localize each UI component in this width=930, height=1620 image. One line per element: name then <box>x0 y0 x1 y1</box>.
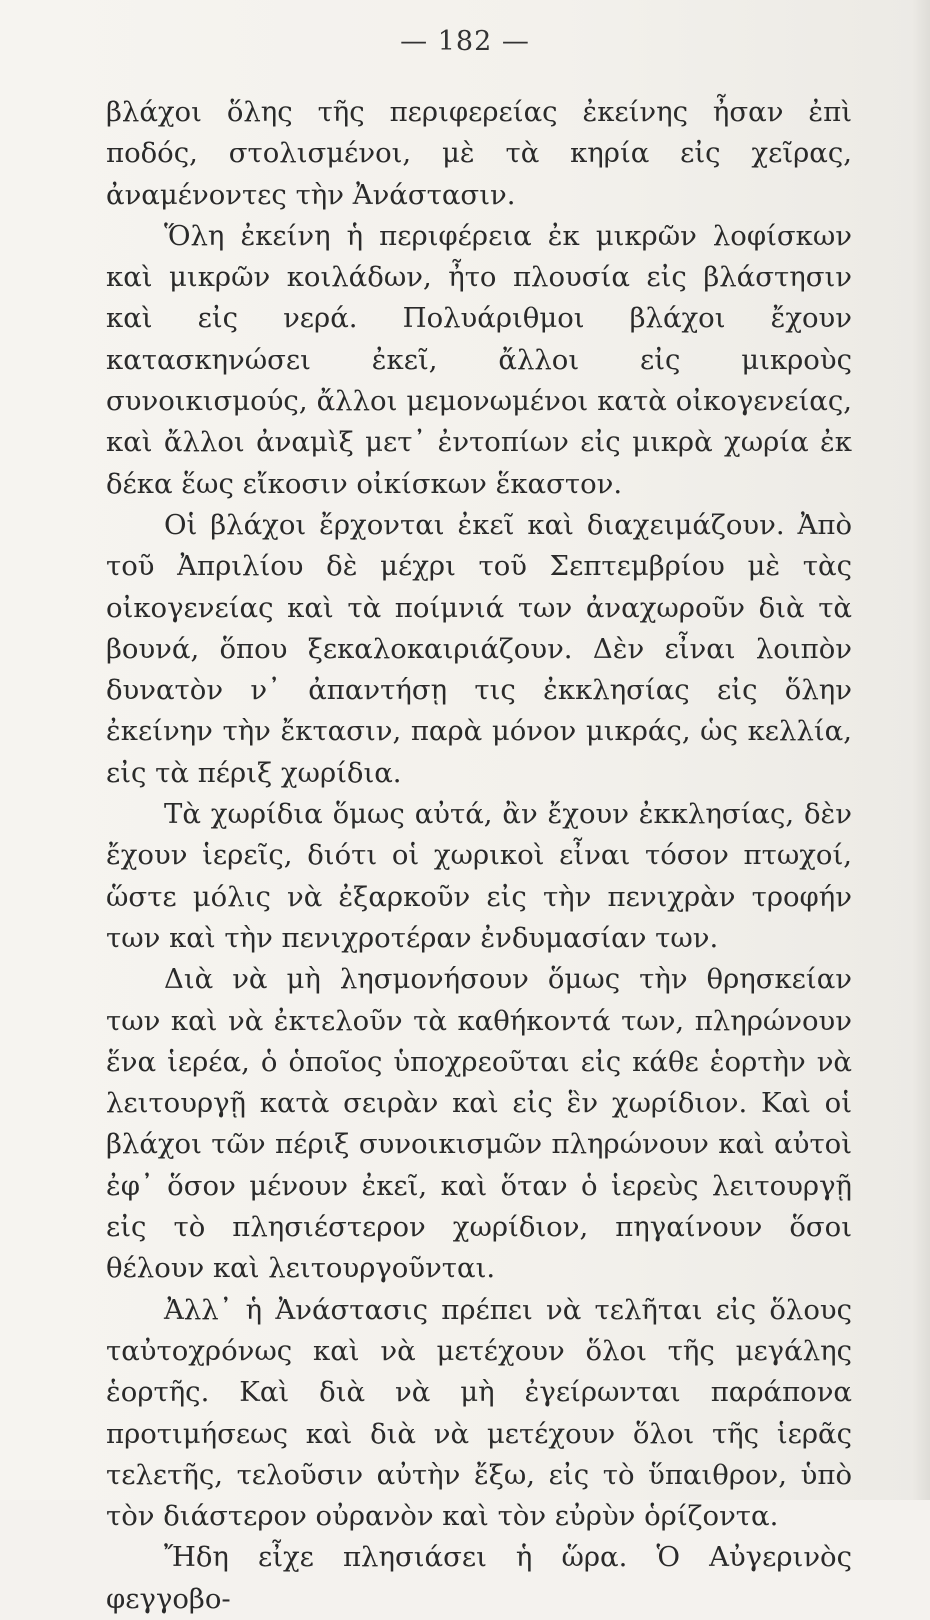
page-edge-shadow <box>912 0 930 1500</box>
body-text <box>106 92 852 1620</box>
paragraph-1: βλάχοι ὅλης τῆς περιφερείας ἐκείνης ἦσαν ἐπὶ ποδός, στολισμένοι, μὲ τὰ κηρία εἰς χεῖρας, ἀναμένοντες τὴν Ἀνάστασιν. <box>106 96 852 211</box>
paragraph-5: Διὰ νὰ μὴ λησμονήσουν ὅμως τὴν θρησκείαν των καὶ νὰ ἐκτελοῦν τὰ καθήκοντά των, πληρώνουν ἕνα ἱερέα, ὁ ὁποῖος ὑποχρεοῦται εἰς κάθε ἑορτὴν νὰ λειτουργῇ κατὰ σειρὰν καὶ εἰς ἓν χωρίδιον. Καὶ οἱ βλάχοι τῶν πέριξ συνοικισμῶν πληρώνουν καὶ αὐτοὶ ἐφ᾽ ὅσον μένουν ἐκεῖ, καὶ ὅταν ὁ ἱερεὺς λειτουργῇ εἰς τὸ πλησιέστερον χωρίδιον, πηγαίνουν ὅσοι θέλουν καὶ λειτουργοῦνται. <box>106 963 852 1285</box>
page-number: — 182 — <box>400 26 530 57</box>
paragraph-3: Οἱ βλάχοι ἔρχονται ἐκεῖ καὶ διαχειμάζουν. Ἀπὸ τοῦ Ἀπριλίου δὲ μέχρι τοῦ Σεπτεμβρίου μὲ τὰς οἰκογενείας καὶ τὰ ποίμνιά των ἀναχωροῦν διὰ τὰ βουνά, ὅπου ξεκαλοκαιριάζουν. Δὲν εἶναι λοιπὸν δυνατὸν ν᾽ ἀπαντήσῃ τις ἐκκλησίας εἰς ὅλην ἐκείνην τὴν ἔκτασιν, παρὰ μόνον μικράς, ὡς κελλία, εἰς τὰ πέριξ χωρίδια. <box>106 508 852 789</box>
paragraph-2: Ὅλη ἐκείνη ἡ περιφέρεια ἐκ μικρῶν λοφίσκων καὶ μικρῶν κοιλάδων, ἦτο πλουσία εἰς βλάστησιν καὶ εἰς νερά. Πολυάριθμοι βλάχοι ἔχουν κατασκηνώσει ἐκεῖ, ἄλλοι εἰς μικροὺς συνοικισμούς, ἄλλοι μεμονωμένοι κατὰ οἰκογενείας, καὶ ἄλλοι ἀναμὶξ μετ᾽ ἐντοπίων εἰς μικρὰ χωρία ἐκ δέκα ἕως εἴκοσιν οἰκίσκων ἕκαστον. <box>106 219 852 500</box>
paragraph-6: Ἀλλ᾽ ἡ Ἀνάστασις πρέπει νὰ τελῆται εἰς ὅλους ταὐτοχρόνως καὶ νὰ μετέχουν ὅλοι τῆς μεγάλης ἑορτῆς. Καὶ διὰ νὰ μὴ ἐγείρωνται παράπονα προτιμήσεως καὶ διὰ νὰ μετέχουν ὅλοι τῆς ἱερᾶς τελετῆς, τελοῦσιν αὐτὴν ἔξω, εἰς τὸ ὕπαιθρον, ὑπὸ τὸν διάστερον οὐρανὸν καὶ τὸν εὐρὺν ὁρίζοντα. <box>106 1293 852 1533</box>
paragraph-4: Τὰ χωρίδια ὅμως αὐτά, ἂν ἔχουν ἐκκλησίας, δὲν ἔχουν ἱερεῖς, διότι οἱ χωρικοὶ εἶναι τόσον πτωχοί, ὥστε μόλις νὰ ἐξαρκοῦν εἰς τὴν πενιχρὰν τροφήν των καὶ τὴν πενιχροτέραν ἐνδυμασίαν των. <box>106 798 852 954</box>
paragraph-7: Ἤδη εἶχε πλησιάσει ἡ ὥρα. Ὁ Αὐγερινὸς φεγγοβο- <box>106 1541 852 1615</box>
